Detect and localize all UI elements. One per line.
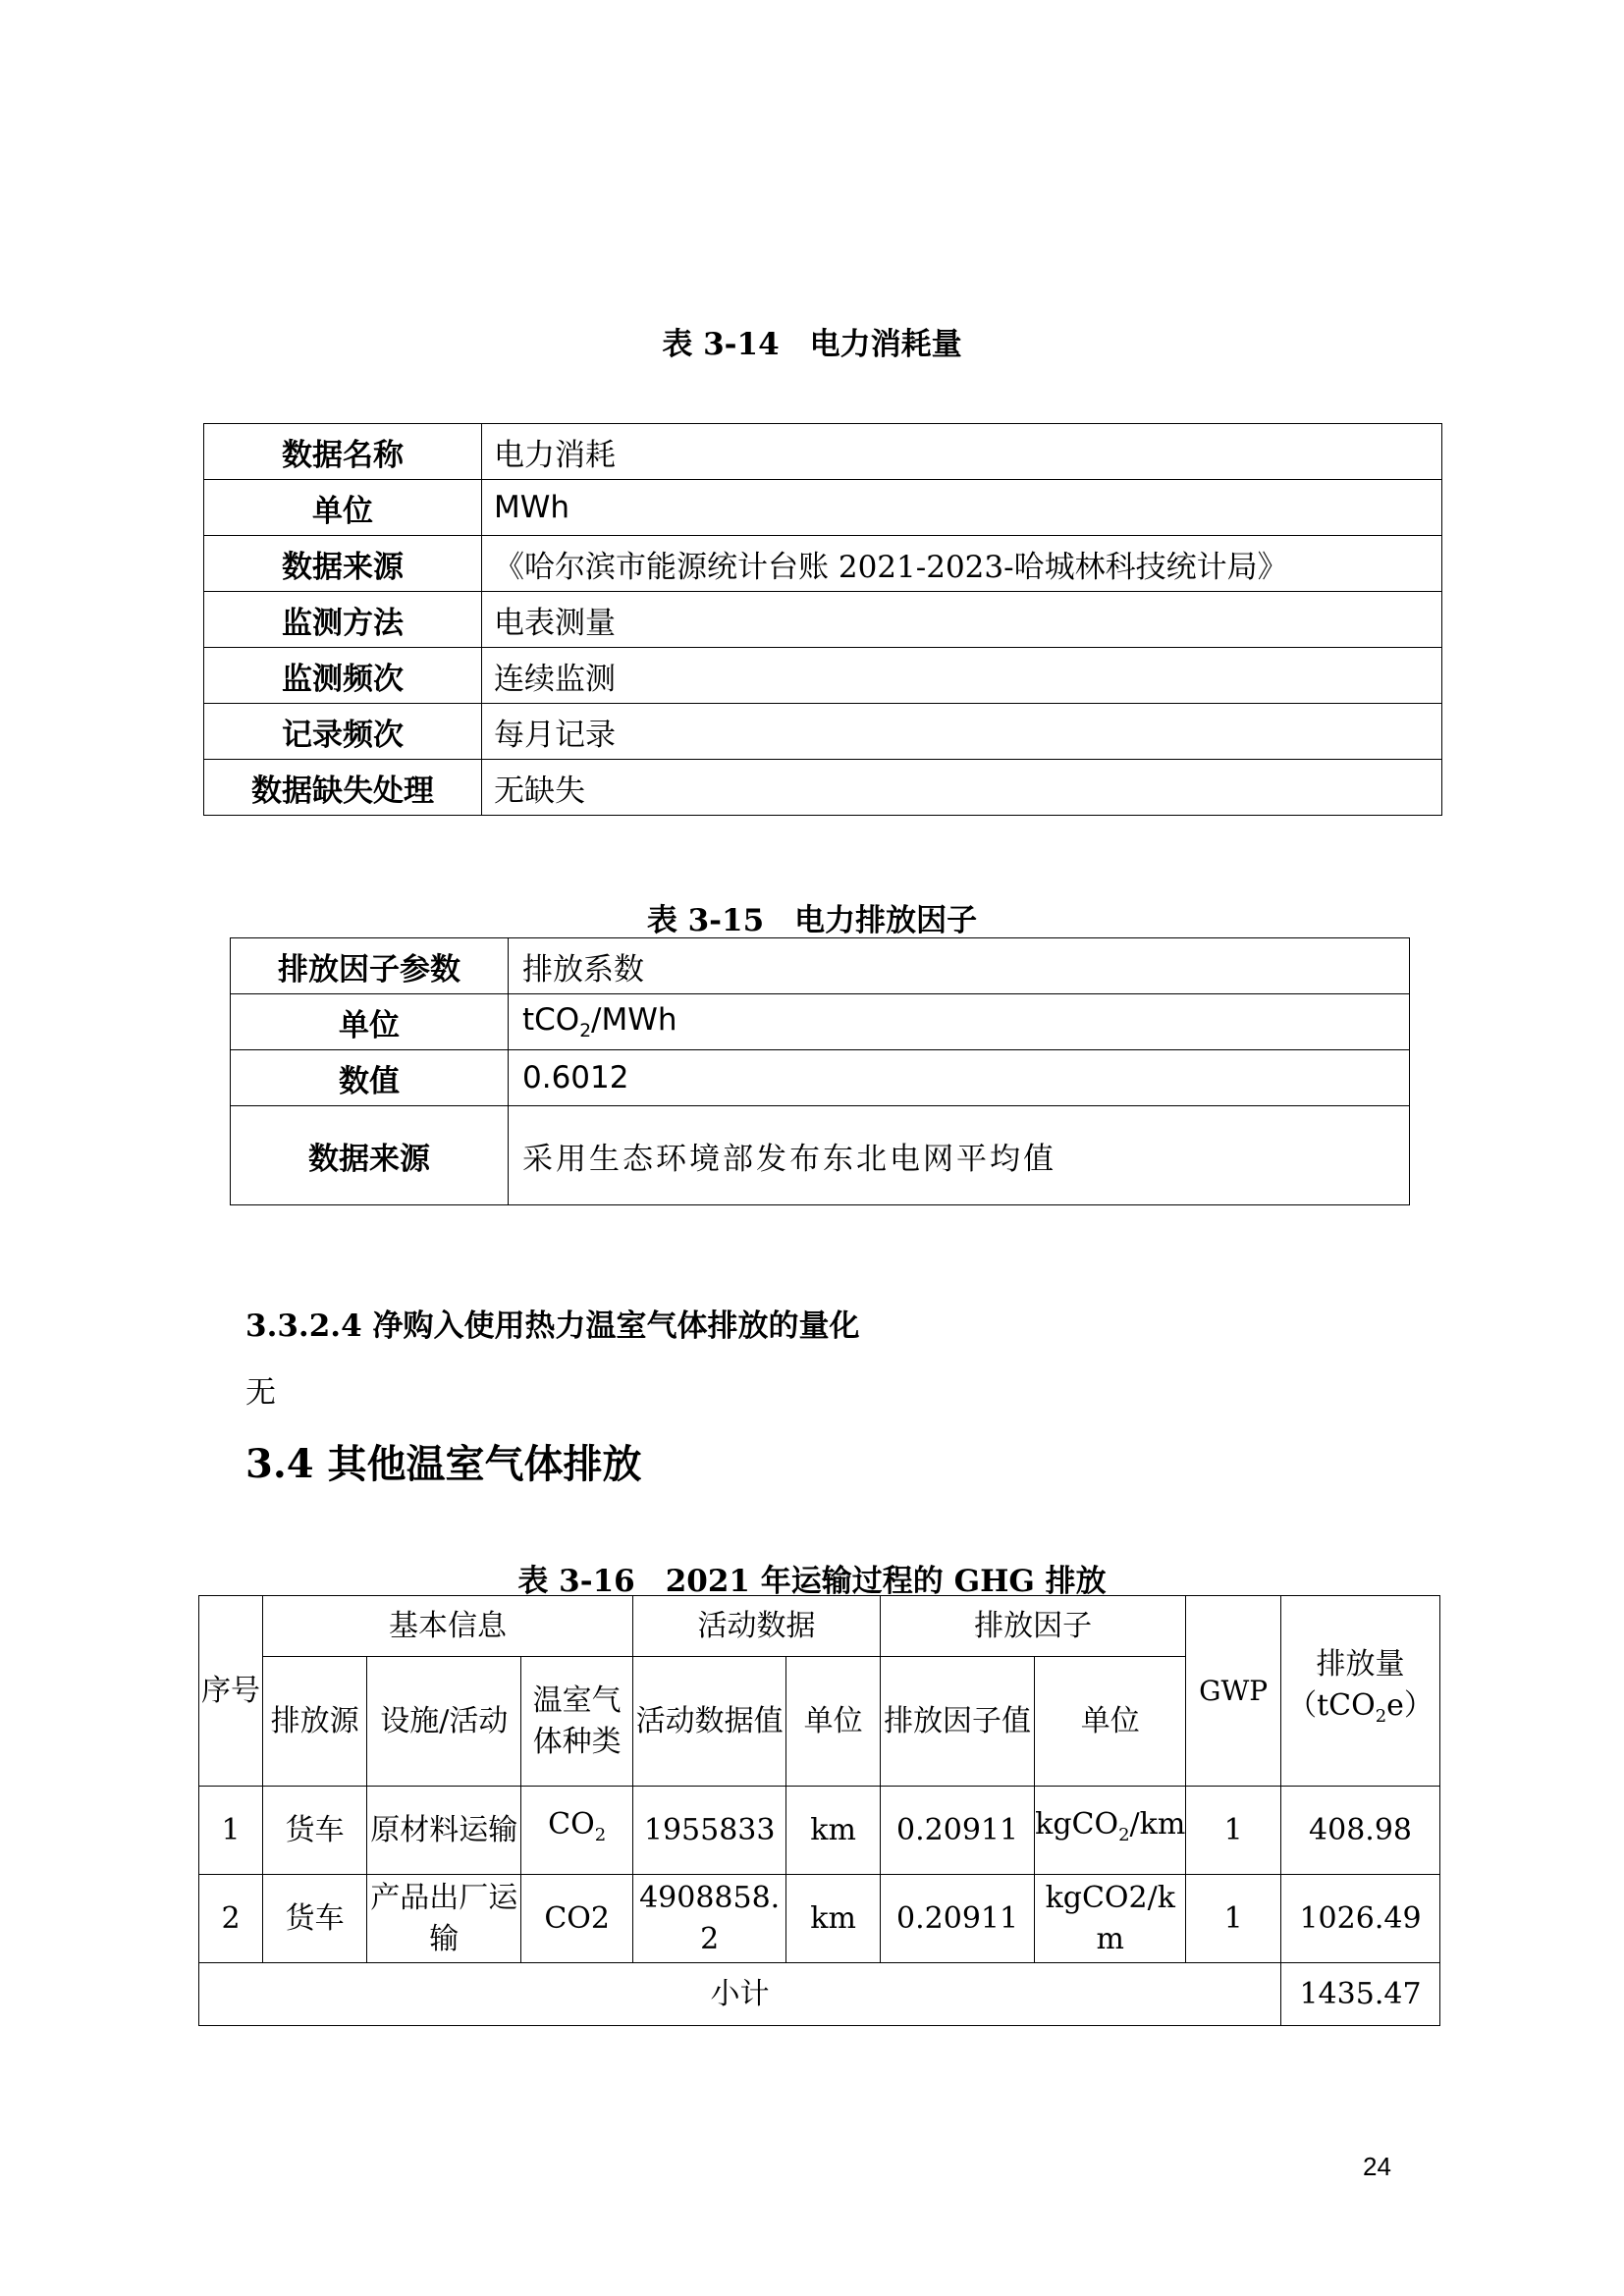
cell-source: 货车 xyxy=(263,1787,367,1875)
section-34-heading: 3.4 其他温室气体排放 xyxy=(245,1441,642,1487)
row-value: 每月记录 xyxy=(482,704,1442,760)
cell-gwp: 1 xyxy=(1186,1875,1281,1963)
header-subscript: 2 xyxy=(1375,1706,1387,1727)
unit-text: kgCO xyxy=(1035,1807,1119,1842)
table-row xyxy=(204,648,1442,704)
table-row xyxy=(204,536,1442,592)
row-key: 监测方法 xyxy=(204,592,482,648)
cell-emissions: 1026.49 xyxy=(1281,1875,1440,1963)
table15-caption: 表 3-15 电力排放因子 xyxy=(646,903,978,938)
cell-factor-value: 0.20911 xyxy=(880,1875,1034,1963)
row-key: 单位 xyxy=(231,994,509,1050)
table-row xyxy=(204,704,1442,760)
table-row xyxy=(231,1050,1410,1106)
row-value: 《哈尔滨市能源统计台账 2021-2023-哈城林科技统计局》 xyxy=(482,536,1442,592)
cell-factor-unit: kgCO2/km xyxy=(1035,1875,1186,1963)
header-activity-data: 活动数据 xyxy=(633,1596,881,1657)
row-value: 0.6012 xyxy=(509,1050,1410,1106)
subtotal-value: 1435.47 xyxy=(1281,1963,1440,2026)
section-3324-heading: 3.3.2.4 净购入使用热力温室气体排放的量化 xyxy=(245,1308,860,1344)
table-row xyxy=(199,1875,1440,1963)
header-facility: 设施/活动 xyxy=(367,1657,521,1787)
cell-source: 货车 xyxy=(263,1875,367,1963)
cell-facility: 产品出厂运输 xyxy=(367,1875,521,1963)
row-key: 单位 xyxy=(204,480,482,536)
cell-seq: 1 xyxy=(199,1787,263,1875)
cell-gas xyxy=(521,1787,633,1875)
cell-activity-value: 1955833 xyxy=(633,1787,786,1875)
table16-caption: 表 3-16 2021 年运输过程的 GHG 排放 xyxy=(517,1564,1107,1599)
table-row xyxy=(199,1787,1440,1875)
row-value: 电表测量 xyxy=(482,592,1442,648)
table-row xyxy=(231,938,1410,994)
section-3324-body: 无 xyxy=(245,1375,276,1411)
row-key: 数据缺失处理 xyxy=(204,760,482,816)
table16 xyxy=(198,1595,1440,2026)
table-header-row xyxy=(199,1596,1440,1657)
row-key: 数据来源 xyxy=(204,536,482,592)
unit-text: /MWh xyxy=(591,1001,677,1038)
gas-subscript: 2 xyxy=(594,1825,607,1845)
row-value: 电力消耗 xyxy=(482,424,1442,480)
table15 xyxy=(230,937,1410,1205)
row-value: 采用生态环境部发布东北电网平均值 xyxy=(509,1106,1410,1205)
gas-text: CO xyxy=(548,1807,595,1842)
header-emission-factor: 排放因子 xyxy=(880,1596,1185,1657)
cell-seq: 2 xyxy=(199,1875,263,1963)
header-emissions xyxy=(1281,1596,1440,1787)
table-row xyxy=(204,480,1442,536)
page-number: 24 xyxy=(1363,2152,1391,2181)
subtotal-row xyxy=(199,1963,1440,2026)
unit-subscript: 2 xyxy=(1118,1825,1130,1845)
cell-activity-value: 4908858.2 xyxy=(633,1875,786,1963)
row-key: 数据名称 xyxy=(204,424,482,480)
unit-text: /km xyxy=(1129,1807,1186,1842)
header-seq: 序号 xyxy=(199,1596,263,1787)
cell-factor-value: 0.20911 xyxy=(880,1787,1034,1875)
header-gwp: GWP xyxy=(1186,1596,1281,1787)
header-source: 排放源 xyxy=(263,1657,367,1787)
row-key: 数据来源 xyxy=(231,1106,509,1205)
cell-factor-unit xyxy=(1035,1787,1186,1875)
table-row xyxy=(231,994,1410,1050)
row-value xyxy=(509,994,1410,1050)
unit-text: tCO xyxy=(522,1001,580,1038)
header-factor-value: 排放因子值 xyxy=(880,1657,1034,1787)
row-key: 记录频次 xyxy=(204,704,482,760)
cell-facility: 原材料运输 xyxy=(367,1787,521,1875)
row-key: 排放因子参数 xyxy=(231,938,509,994)
table14 xyxy=(203,423,1442,816)
cell-activity-unit: km xyxy=(786,1787,881,1875)
header-basic-info: 基本信息 xyxy=(263,1596,633,1657)
table-row xyxy=(204,592,1442,648)
row-key: 数值 xyxy=(231,1050,509,1106)
row-value: 排放系数 xyxy=(509,938,1410,994)
table14-caption: 表 3-14 电力消耗量 xyxy=(662,327,962,362)
header-factor-unit: 单位 xyxy=(1035,1657,1186,1787)
subtotal-label: 小计 xyxy=(199,1963,1281,2026)
row-value: 连续监测 xyxy=(482,648,1442,704)
cell-gwp: 1 xyxy=(1186,1787,1281,1875)
row-key: 监测频次 xyxy=(204,648,482,704)
row-value: 无缺失 xyxy=(482,760,1442,816)
table-row xyxy=(231,1106,1410,1205)
cell-activity-unit: km xyxy=(786,1875,881,1963)
header-activity-unit: 单位 xyxy=(786,1657,881,1787)
header-text: 排放量（tCO xyxy=(1287,1647,1405,1723)
header-gas: 温室气体种类 xyxy=(521,1657,633,1787)
table-row xyxy=(204,760,1442,816)
cell-gas: CO2 xyxy=(521,1875,633,1963)
header-text: e） xyxy=(1386,1688,1434,1723)
unit-subscript: 2 xyxy=(579,1021,592,1042)
row-value: MWh xyxy=(482,480,1442,536)
header-activity-value: 活动数据值 xyxy=(633,1657,786,1787)
table-row xyxy=(204,424,1442,480)
cell-emissions: 408.98 xyxy=(1281,1787,1440,1875)
